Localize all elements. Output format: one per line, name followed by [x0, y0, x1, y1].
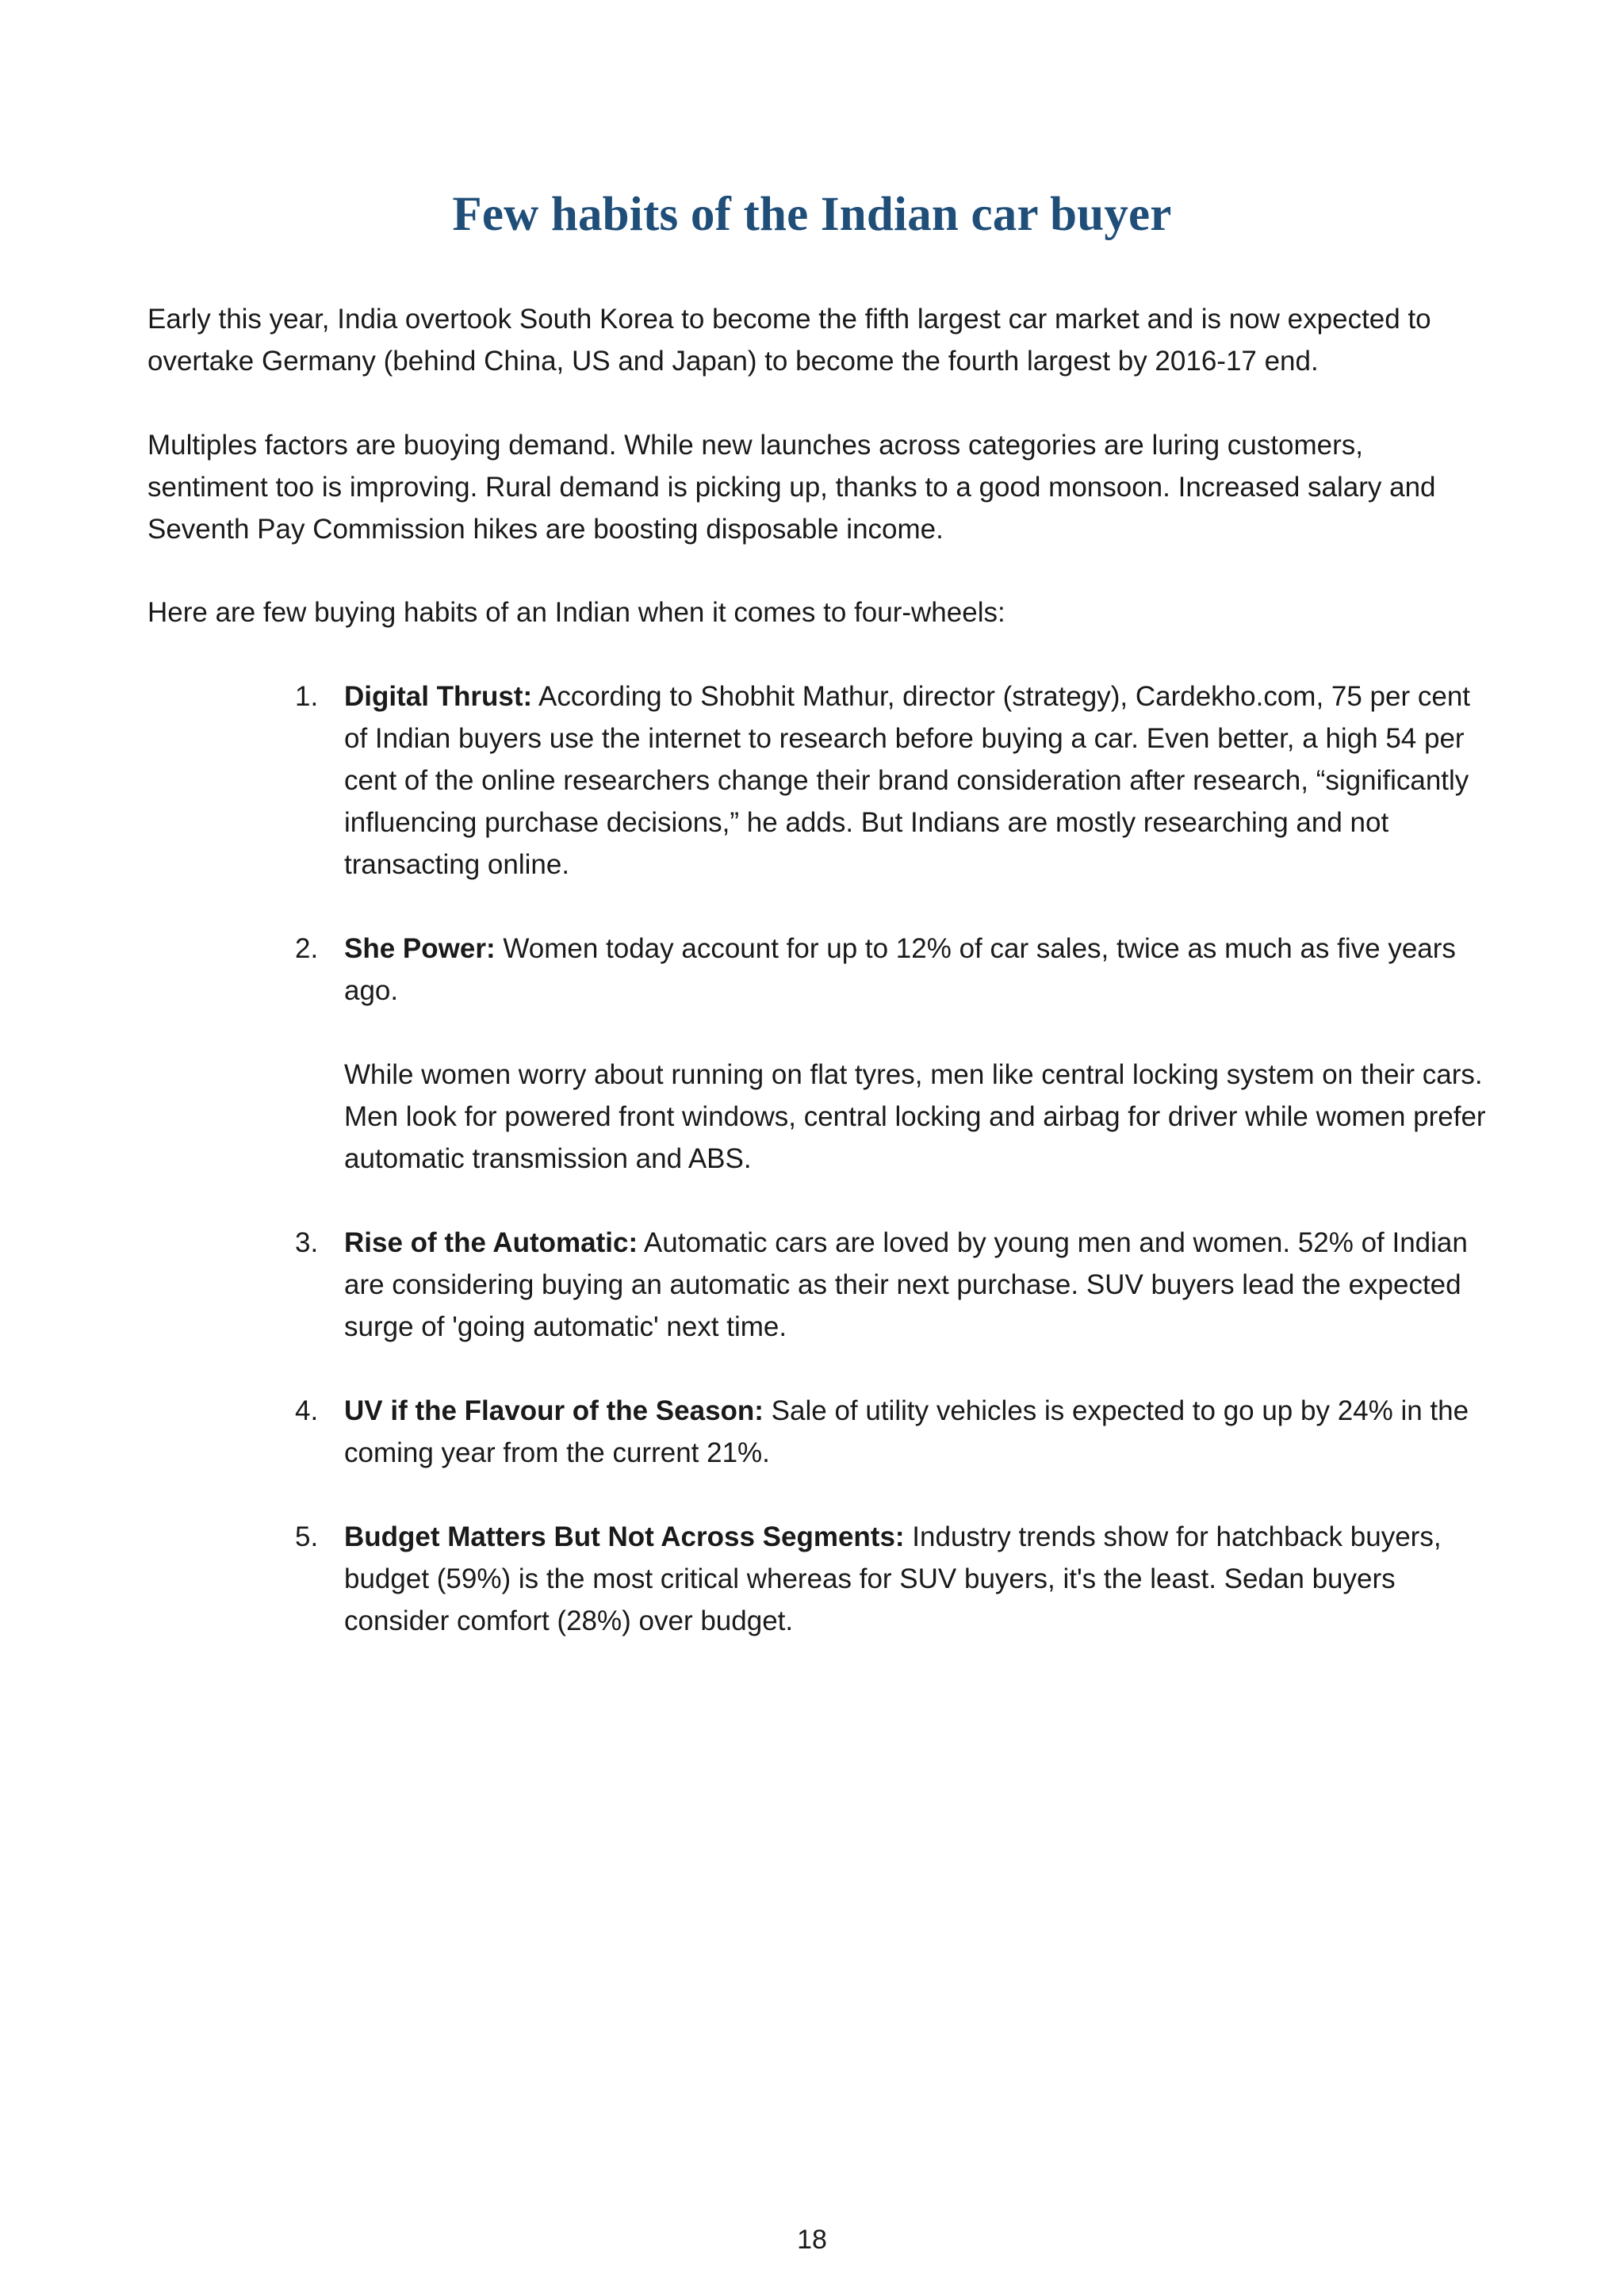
list-item-number: 5. — [295, 1521, 319, 1552]
list-intro-paragraph: Here are few buying habits of an Indian when it comes to four-wheels: — [147, 597, 1005, 628]
list-item-she-power — [295, 928, 1500, 1180]
list-item-number: 4. — [295, 1395, 319, 1426]
page-number: 18 — [797, 2225, 827, 2255]
list-item-text — [344, 675, 1500, 886]
list-item-text — [344, 1516, 1500, 1642]
list-item-heading: Budget Matters But Not Across Segments: — [344, 1521, 905, 1552]
list-item-heading: UV if the Flavour of the Season: — [344, 1395, 764, 1426]
list-item-extra-paragraph: While women worry about running on flat tyres, men like central locking system on their cars. Men look for powered front windows, central locking and airbag for driver while women prefer automatic transmission and ABS. — [344, 1059, 1486, 1174]
list-item-text — [344, 928, 1500, 1012]
list-item-heading: Rise of the Automatic: — [344, 1227, 638, 1258]
list-item-heading: Digital Thrust: — [344, 681, 533, 712]
intro-paragraph: Early this year, India overtook South Korea to become the fifth largest car market and is now expected to overtake Germany (behind China, US and Japan) to become the fourth largest by 2016-17 end. — [147, 304, 1431, 377]
list-item-budget-matters — [295, 1516, 1500, 1642]
list-item-number: 2. — [295, 933, 319, 964]
buying-habits-list — [295, 675, 1500, 1684]
list-item-number: 3. — [295, 1227, 319, 1258]
list-item-number: 1. — [295, 681, 319, 712]
list-item-body: Sale of utility vehicles is expected to go up by 24% in the coming year from the current 21%. — [344, 1395, 1469, 1468]
list-item-body: Women today account for up to 12% of car sales, twice as much as five years ago. — [344, 933, 1456, 1006]
list-item-body: According to Shobhit Mathur, director (strategy), Cardekho.com, 75 per cent of Indian buyers use the internet to research before buying a car. Even better, a high 54 per cent of the online researchers change their brand consideration after research, “significantly influencing purchase decisions,” he adds. But Indians are mostly researching and not transacting online. — [344, 681, 1471, 880]
demand-paragraph: Multiples factors are buoying demand. While new launches across categories are luring customers, sentiment too is improving. Rural demand is picking up, thanks to a good monsoon. Increased salary and Seventh Pay Commission hikes are boosting disposable income. — [147, 430, 1436, 545]
list-item-digital-thrust — [295, 675, 1500, 886]
list-item-body: Industry trends show for hatchback buyers, budget (59%) is the most critical whereas for SUV buyers, it's the least. Sedan buyers consider comfort (28%) over budget. — [344, 1521, 1442, 1636]
page-title: Few habits of the Indian car buyer — [452, 188, 1172, 241]
list-item-text — [344, 1222, 1500, 1348]
list-item-uv-flavour — [295, 1390, 1500, 1474]
list-item-body: Automatic cars are loved by young men and women. 52% of Indian are considering buying an automatic as their next purchase. SUV buyers lead the expected surge of 'going automatic' next time. — [344, 1227, 1468, 1342]
list-item-rise-of-automatic — [295, 1222, 1500, 1348]
list-item-heading: She Power: — [344, 933, 496, 964]
list-item-text — [344, 1390, 1500, 1474]
